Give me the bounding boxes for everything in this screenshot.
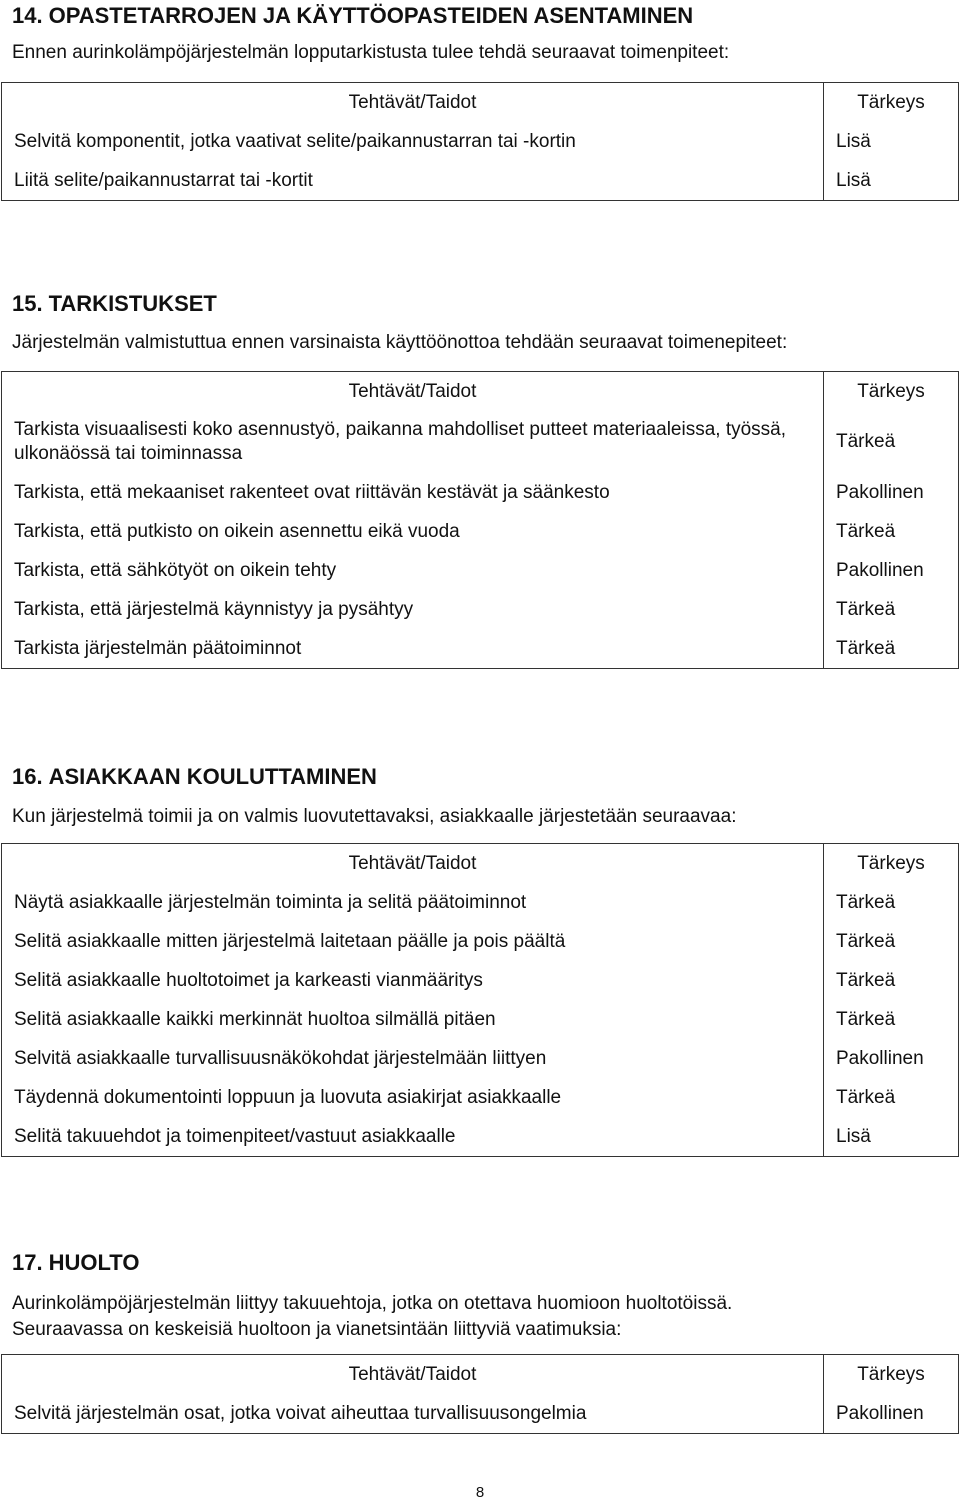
task-cell: Selitä takuuehdot ja toimenpiteet/vastuut asiakkaalle (14, 1125, 456, 1147)
table-header-row (2, 844, 959, 884)
table-row (2, 512, 959, 551)
section-14 (0, 2, 960, 66)
table-row (2, 161, 959, 201)
task-cell: Selvitä asiakkaalle turvallisuusnäkökohdat järjestelmään liittyen (14, 1047, 547, 1069)
section-number: 14. (12, 3, 43, 28)
task-table-16 (1, 843, 959, 1157)
table-header-row (2, 1355, 959, 1395)
priority-cell: Pakollinen (824, 551, 959, 590)
column-header-priority: Tärkeys (824, 1355, 959, 1395)
column-header-task: Tehtävät/Taidot (348, 380, 477, 402)
table-header-row (2, 83, 959, 123)
section-title: HUOLTO (48, 1250, 140, 1275)
priority-cell: Tärkeä (824, 629, 959, 669)
table-row (2, 961, 959, 1000)
column-header-task: Tehtävät/Taidot (348, 1363, 477, 1385)
section-heading (0, 1249, 960, 1277)
table-row (2, 1039, 959, 1078)
table-row (2, 1394, 959, 1434)
task-cell: Tarkista järjestelmän päätoiminnot (14, 637, 302, 659)
column-header-priority: Tärkeys (824, 372, 959, 412)
section-number: 15. (12, 291, 43, 316)
section-heading (0, 2, 960, 30)
priority-cell: Tärkeä (824, 883, 959, 922)
task-cell: Selitä asiakkaalle mitten järjestelmä laitetaan päälle ja pois päältä (14, 930, 566, 952)
section-16 (0, 763, 960, 830)
task-cell: Tarkista, että mekaaniset rakenteet ovat riittävän kestävät ja säänkesto (14, 481, 610, 503)
table-row (2, 883, 959, 922)
task-cell: Selvitä komponentit, jotka vaativat selite/paikannustarran tai -kortin (14, 130, 576, 152)
priority-cell: Tärkeä (824, 922, 959, 961)
table-row (2, 1078, 959, 1117)
section-number: 16. (12, 764, 43, 789)
column-header-priority: Tärkeys (824, 844, 959, 884)
table-row (2, 411, 959, 473)
priority-cell: Pakollinen (824, 1394, 959, 1434)
task-cell: Tarkista, että sähkötyöt on oikein tehty (14, 559, 337, 581)
task-cell: Tarkista, että putkisto on oikein asennettu eikä vuoda (14, 520, 460, 542)
priority-cell: Tärkeä (824, 411, 959, 473)
priority-cell: Lisä (824, 1117, 959, 1157)
section-title: ASIAKKAAN KOULUTTAMINEN (48, 764, 377, 789)
task-cell: Tarkista, että järjestelmä käynnistyy ja pysähtyy (14, 598, 414, 620)
task-cell: Liitä selite/paikannustarrat tai -kortit (14, 169, 313, 191)
table-row (2, 122, 959, 161)
task-cell: Selitä asiakkaalle huoltotoimet ja karkeasti vianmääritys (14, 969, 483, 991)
section-17 (0, 1249, 960, 1343)
task-table-17 (1, 1354, 959, 1434)
section-heading (0, 763, 960, 791)
task-cell: Näytä asiakkaalle järjestelmän toiminta ja selitä päätoiminnot (14, 891, 527, 913)
section-intro: Järjestelmän valmistuttua ennen varsinaista käyttöönottoa tehdään seuraavat toimenepiteet: (12, 332, 788, 353)
priority-cell: Tärkeä (824, 590, 959, 629)
section-15 (0, 290, 960, 356)
table-row (2, 629, 959, 669)
table-row (2, 551, 959, 590)
page-number: 8 (475, 1484, 485, 1501)
section-number: 17. (12, 1250, 43, 1275)
section-intro: Ennen aurinkolämpöjärjestelmän lopputarkistusta tulee tehdä seuraavat toimenpiteet: (12, 42, 730, 63)
section-heading (0, 290, 960, 318)
column-header-task: Tehtävät/Taidot (348, 91, 477, 113)
table-row (2, 922, 959, 961)
task-cell: Selitä asiakkaalle kaikki merkinnät huoltoa silmällä pitäen (14, 1008, 496, 1030)
priority-cell: Pakollinen (824, 473, 959, 512)
task-cell: Selvitä järjestelmän osat, jotka voivat aiheuttaa turvallisuusongelmia (14, 1402, 587, 1424)
task-table-15 (1, 371, 959, 669)
table-header-row (2, 372, 959, 412)
table-row (2, 1000, 959, 1039)
priority-cell: Lisä (824, 161, 959, 201)
column-header-task: Tehtävät/Taidot (348, 852, 477, 874)
section-intro: Aurinkolämpöjärjestelmän liittyy takuuehtoja, jotka on otettava huomioon huoltotöissä. (12, 1293, 733, 1314)
priority-cell: Lisä (824, 122, 959, 161)
section-intro: Kun järjestelmä toimii ja on valmis luovutettavaksi, asiakkaalle järjestetään seuraavaa: (12, 806, 737, 827)
priority-cell: Tärkeä (824, 1000, 959, 1039)
priority-cell: Tärkeä (824, 512, 959, 551)
priority-cell: Pakollinen (824, 1039, 959, 1078)
priority-cell: Tärkeä (824, 1078, 959, 1117)
table-row (2, 590, 959, 629)
table-row (2, 1117, 959, 1157)
section-intro: Seuraavassa on keskeisiä huoltoon ja vianetsintään liittyviä vaatimuksia: (12, 1319, 622, 1340)
task-table-14 (1, 82, 959, 201)
task-cell: Tarkista visuaalisesti koko asennustyö, paikanna mahdolliset putteet materiaaleissa, työssä, ulkonäössä tai toiminnassa (14, 419, 787, 464)
section-title: OPASTETARROJEN JA KÄYTTÖOPASTEIDEN ASENTAMINEN (48, 3, 694, 28)
section-title: TARKISTUKSET (48, 291, 217, 316)
priority-cell: Tärkeä (824, 961, 959, 1000)
column-header-priority: Tärkeys (824, 83, 959, 123)
table-row (2, 473, 959, 512)
task-cell: Täydennä dokumentointi loppuun ja luovuta asiakirjat asiakkaalle (14, 1086, 562, 1108)
